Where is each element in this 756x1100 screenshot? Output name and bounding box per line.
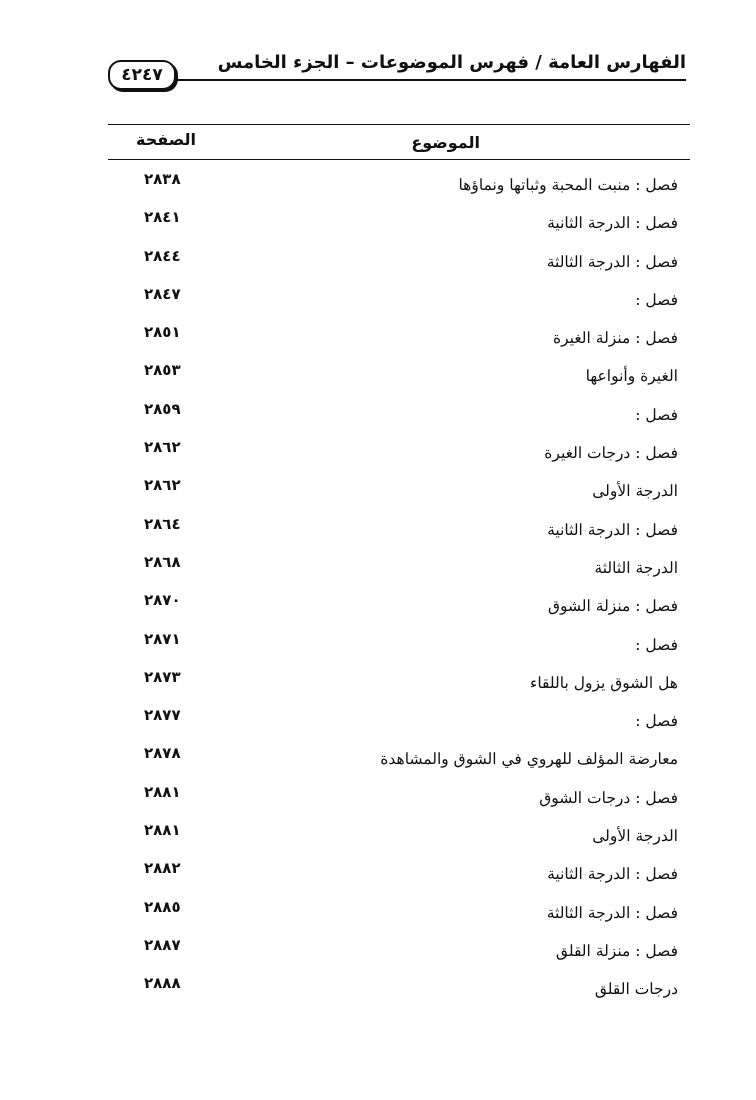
index-row	[108, 783, 690, 821]
entry-page: ٢٨٦٤	[144, 514, 181, 533]
entry-page: ٢٨٧٠	[144, 591, 181, 610]
column-headers	[108, 125, 690, 159]
index-row	[108, 553, 690, 591]
entry-page: ٢٨٨٨	[144, 974, 181, 993]
index-row	[108, 898, 690, 936]
entry-topic: الدرجة الأولى	[592, 482, 678, 501]
entry-page: ٢٨٧٨	[144, 744, 181, 763]
entry-topic: الدرجة الأولى	[592, 827, 678, 846]
index-row	[108, 821, 690, 859]
entry-topic: الدرجة الثالثة	[594, 558, 678, 577]
index-row	[108, 744, 690, 782]
entry-topic: فصل : الدرجة الثانية	[547, 520, 678, 539]
index-row	[108, 630, 690, 668]
index-row	[108, 170, 690, 208]
entry-page: ٢٨٥٣	[144, 361, 181, 380]
entry-page: ٢٨٦٢	[144, 476, 181, 495]
running-header	[108, 50, 686, 90]
entry-topic: فصل : الدرجة الثانية	[547, 214, 678, 233]
index-row	[108, 361, 690, 399]
entry-page: ٢٨٨١	[144, 821, 181, 840]
index-row	[108, 208, 690, 246]
entry-page: ٢٨٨٧	[144, 935, 181, 954]
entry-topic: فصل : منزلة القلق	[555, 941, 678, 960]
entry-topic: فصل :	[635, 290, 678, 309]
entry-page: ٢٨٥١	[144, 323, 181, 342]
index-row	[108, 668, 690, 706]
entry-page: ٢٨٤٧	[144, 284, 181, 303]
header-title: الفهارس العامة / فهرس الموضوعات – الجزء الخامس	[217, 52, 686, 73]
entry-page: ٢٨٨٥	[144, 897, 181, 916]
entry-page: ٢٨٦٨	[144, 552, 181, 571]
entry-page: ٢٨٧١	[144, 629, 181, 648]
column-header-page: الصفحة	[136, 130, 197, 149]
entry-topic: هل الشوق يزول باللقاء	[530, 673, 678, 692]
entry-topic: فصل :	[635, 635, 678, 654]
index-row	[108, 323, 690, 361]
entry-topic: فصل : منزلة الشوق	[547, 597, 678, 616]
index-row	[108, 438, 690, 476]
entry-topic: فصل : الدرجة الثالثة	[546, 903, 678, 922]
entry-page: ٢٨٥٩	[144, 399, 181, 418]
entry-topic: فصل :	[635, 405, 678, 424]
entry-topic: درجات القلق	[594, 980, 678, 999]
entry-page: ٢٨٨٢	[144, 859, 181, 878]
index-row	[108, 706, 690, 744]
entry-page: ٢٨٣٨	[144, 170, 181, 188]
index-entries	[108, 170, 690, 1013]
page-number: ٤٢٤٧	[108, 60, 176, 90]
entry-page: ٢٨٤١	[144, 208, 181, 227]
entry-topic: فصل : منبت المحبة وثباتها ونماؤها	[458, 176, 678, 194]
index-row	[108, 285, 690, 323]
entry-topic: معارضة المؤلف للهروي في الشوق والمشاهدة	[380, 750, 678, 769]
index-row	[108, 400, 690, 438]
entry-topic: فصل : الدرجة الثانية	[547, 865, 678, 884]
column-header-topic: الموضوع	[411, 133, 480, 152]
index-row	[108, 247, 690, 285]
index-row	[108, 591, 690, 629]
entry-page: ٢٨٧٧	[144, 706, 181, 725]
index-row	[108, 974, 690, 1012]
table-header-rule	[108, 159, 690, 160]
entry-page: ٢٨٦٢	[144, 438, 181, 457]
entry-topic: فصل : درجات الغيرة	[544, 444, 678, 463]
entry-topic: فصل : منزلة الغيرة	[552, 329, 678, 348]
entry-topic: فصل : درجات الشوق	[539, 788, 678, 807]
index-row	[108, 936, 690, 974]
index-row	[108, 859, 690, 897]
entry-topic: فصل : الدرجة الثالثة	[546, 252, 678, 271]
entry-page: ٢٨٧٣	[144, 667, 181, 686]
index-row	[108, 515, 690, 553]
entry-page: ٢٨٨١	[144, 782, 181, 801]
header-rule	[174, 79, 686, 81]
index-row	[108, 476, 690, 514]
entry-topic: الغيرة وأنواعها	[585, 367, 678, 386]
entry-topic: فصل :	[635, 712, 678, 731]
index-table	[108, 124, 690, 1013]
entry-page: ٢٨٤٤	[144, 246, 181, 265]
